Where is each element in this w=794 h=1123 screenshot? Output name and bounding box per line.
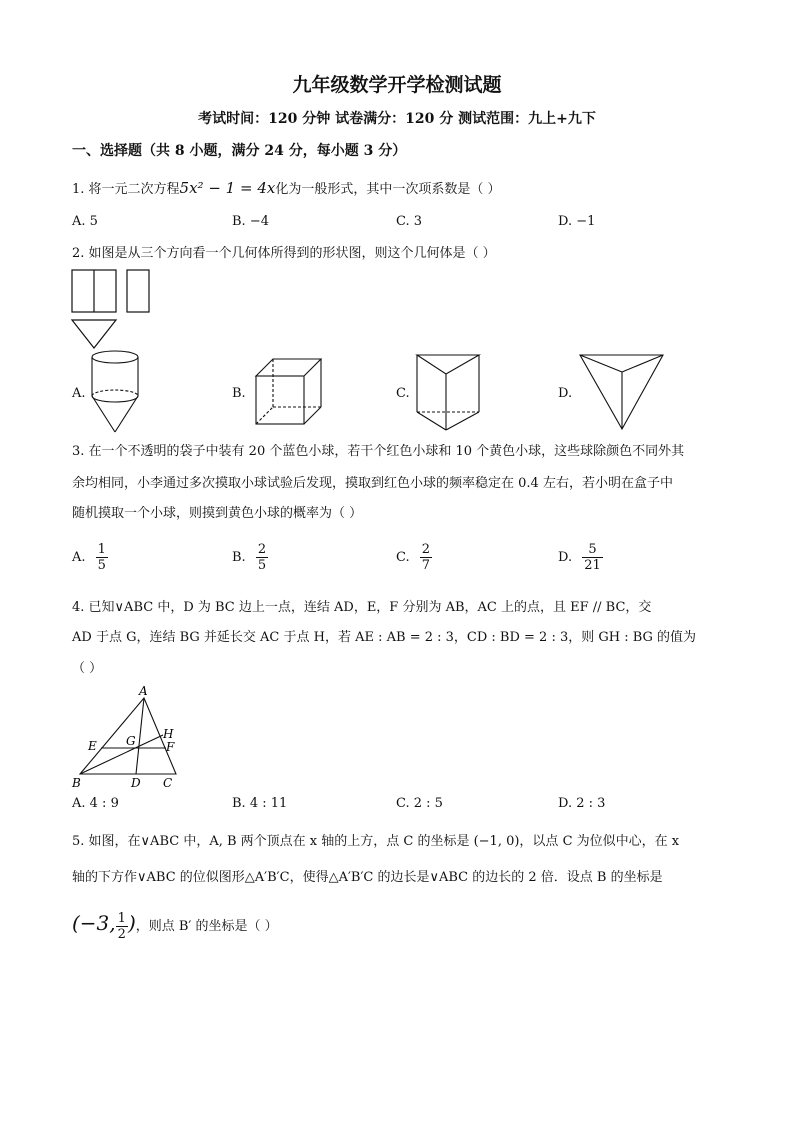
q2-option-b[interactable]: B.: [232, 386, 246, 401]
q1-suffix: 化为一般形式，其中一次项系数是（ ）: [275, 182, 501, 197]
q5-line-3-suffix: ，则点 B′ 的坐标是（ ）: [135, 919, 278, 934]
section-heading: 一、选择题（共 8 小题，满分 24 分，每小题 3 分）: [72, 143, 407, 159]
q5-coordinate-fraction: $\frac{1}{2}$: [117, 911, 126, 942]
q2-option-a[interactable]: A.: [72, 386, 86, 401]
exam-info: 考试时间：120 分钟 试卷满分：120 分 测试范围：九上+九下: [198, 111, 596, 127]
q4-option-c[interactable]: C. 2 : 5: [396, 796, 443, 811]
q3-option-d-fraction: $\frac{5}{21}$: [584, 542, 601, 573]
question-5-line-1: 5. 如图，在∨ABC 中，A, B 两个顶点在 x 轴的上方，点 C 的坐标是 (−1, 0)，以点 C 为位似中心，在 x: [72, 834, 680, 849]
q3-option-d-label: D.: [558, 550, 573, 565]
segment-ad: [136, 698, 144, 774]
q1-option-d[interactable]: D. −1: [558, 214, 596, 229]
question-3-line-1: 3. 在一个不透明的袋子中装有 20 个蓝色小球，若干个红色小球和 10 个黄色小球，这些球除颜色不同外其: [72, 444, 685, 459]
question-4-line-3: （ ）: [72, 661, 103, 676]
q3-option-c-fraction: $\frac{2}{7}$: [421, 542, 431, 573]
page-title: 九年级数学开学检测试题: [292, 74, 502, 96]
question-5-line-2: 轴的下方作∨ABC 的位似图形△A′B′C，使得△A′B′C 的边长是∨ABC 的边长的 2 倍．设点 B 的坐标是: [72, 870, 663, 885]
point-f-label: F: [166, 740, 175, 754]
q5-coordinate-open: (−3,: [72, 911, 116, 935]
question-2: 2. 如图是从三个方向看一个几何体所得到的形状图，则这个几何体是（ ）: [72, 246, 496, 261]
point-g-label: G: [126, 734, 136, 748]
q3-option-b-label: B.: [232, 550, 246, 565]
q3-option-a-fraction: $\frac{1}{5}$: [97, 542, 106, 573]
point-a-label: A: [139, 684, 148, 698]
q3-option-c-label: C.: [396, 550, 410, 565]
question-5-line-3: [72, 904, 278, 946]
point-c-label: C: [163, 776, 173, 790]
q5-coordinate-close: ): [127, 911, 136, 935]
q3-option-a-label: A.: [72, 550, 86, 565]
q2-option-d[interactable]: D.: [558, 386, 573, 401]
q1-option-a[interactable]: A. 5: [72, 214, 98, 229]
q1-option-c[interactable]: C. 3: [396, 214, 423, 229]
question-3-line-2: 余均相同，小李通过多次摸取小球试验后发现，摸取到红色小球的频率稳定在 0.4 左右，若小明在盒子中: [72, 476, 673, 491]
point-e-label: E: [88, 739, 97, 753]
q1-prefix: 1. 将一元二次方程: [72, 182, 180, 197]
q3-option-b-fraction: $\frac{2}{5}$: [257, 542, 267, 573]
point-d-label: D: [131, 776, 141, 790]
q1-equation: 5x² − 1 = 4x: [179, 179, 276, 197]
question-4-line-2: AD 于点 G，连结 BG 并延长交 AC 于点 H，若 AE : AB = 2 : 3，CD : BD = 2 : 3，则 GH : BG 的值为: [72, 630, 697, 645]
question-4-line-1: 4. 已知∨ABC 中，D 为 BC 边上一点，连结 AD，E，F 分别为 AB，AC 上的点，且 EF // BC，交: [72, 600, 652, 615]
point-b-label: B: [72, 776, 81, 790]
q4-option-b[interactable]: B. 4 : 11: [232, 796, 288, 811]
question-3-line-3: 随机摸取一个小球，则摸到黄色小球的概率为（ ）: [72, 506, 363, 521]
q4-option-a[interactable]: A. 4 : 9: [72, 796, 119, 811]
q1-option-b[interactable]: B. −4: [232, 214, 269, 229]
q2-option-c[interactable]: C.: [396, 386, 410, 401]
q4-option-d[interactable]: D. 2 : 3: [558, 796, 606, 811]
point-h-label: H: [163, 727, 174, 741]
